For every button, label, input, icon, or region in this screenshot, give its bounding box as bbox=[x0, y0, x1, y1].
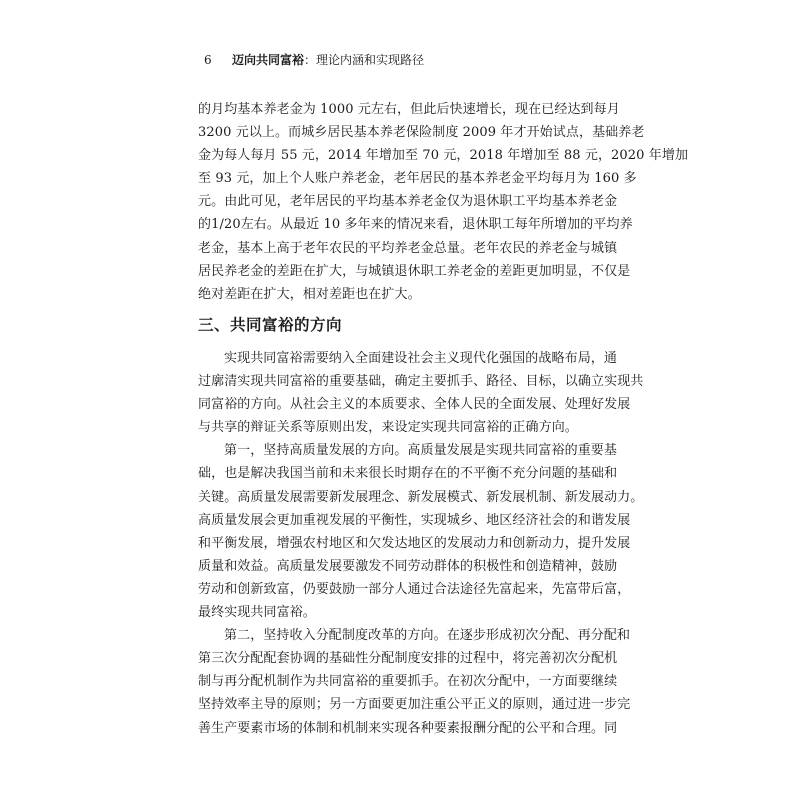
text-line: 金为每人每月 55 元，2014 年增加至 70 元，2018 年增加至 88 元，2020 年增加 bbox=[198, 148, 689, 164]
page-number: 6 bbox=[204, 53, 212, 67]
text-line: 第三次分配配套协调的基础性分配制度安排的过程中，将完善初次分配机 bbox=[198, 651, 618, 667]
text-line: 高质量发展会更加重视发展的平衡性，实现城乡、地区经济社会的和谐发展 bbox=[198, 512, 631, 528]
book-subtitle: ：理论内涵和实现路径 bbox=[304, 53, 425, 67]
text-line: 和平衡发展，增强农村地区和欠发达地区的发展动力和创新动力，提升发展 bbox=[198, 535, 631, 551]
text-line: 居民养老金的差距在扩大，与城镇退休职工养老金的差距更加明显，不仅是 bbox=[198, 263, 631, 279]
text-line: 善生产要素市场的体制和机制来实现各种要素报酬分配的公平和合理。同 bbox=[198, 720, 618, 736]
text-line: 坚持效率主导的原则；另一方面要更加注重公平正义的原则，通过进一步完 bbox=[198, 697, 631, 713]
text-line: 元。由此可见，老年居民的平均基本养老金仅为退休职工平均基本养老金 bbox=[198, 194, 618, 210]
paragraph-first-line: 第一，坚持高质量发展的方向。高质量发展是实现共同富裕的重要基 bbox=[224, 443, 618, 459]
text-line: 最终实现共同富裕。 bbox=[198, 605, 316, 621]
paragraph-first-line: 第二，坚持收入分配制度改革的方向。在逐步形成初次分配、再分配和 bbox=[224, 628, 631, 644]
text-line: 关键。高质量发展需要新发展理念、新发展模式、新发展机制、新发展动力。 bbox=[198, 489, 644, 505]
text-line: 老金，基本上高于老年农民的平均养老金总量。老年农民的养老金与城镇 bbox=[198, 240, 618, 256]
text-line: 过廓清实现共同富裕的重要基础，确定主要抓手、路径、目标，以确立实现共 bbox=[198, 374, 644, 390]
section-heading: 三、共同富裕的方向 bbox=[198, 316, 343, 334]
text-line: 绝对差距在扩大，相对差距也在扩大。 bbox=[198, 286, 421, 302]
text-line: 的1/20左右。从最近 10 多年来的情况来看，退休职工每年所增加的平均养 bbox=[198, 217, 633, 233]
text-line: 制与再分配机制作为共同富裕的重要抓手。在初次分配中，一方面要继续 bbox=[198, 674, 618, 690]
text-line: 3200 元以上。而城乡居民基本养老保险制度 2009 年才开始试点，基础养老 bbox=[198, 125, 645, 141]
running-header bbox=[204, 53, 424, 67]
text-line: 至 93 元，加上个人账户养老金，老年居民的基本养老金平均每月为 160 多 bbox=[198, 171, 637, 187]
paragraph-pension-gap bbox=[198, 98, 689, 306]
text-line: 劳动和创新致富，仍要鼓励一部分人通过合法途径先富起来，先富带后富， bbox=[198, 581, 631, 597]
text-line: 质量和效益。高质量发展要激发不同劳动群体的积极性和创造精神，鼓励 bbox=[198, 558, 618, 574]
text-line: 与共享的辩证关系等原则出发，来设定实现共同富裕的正确方向。 bbox=[198, 420, 578, 436]
text-line: 础，也是解决我国当前和未来很长时期存在的不平衡不充分问题的基础和 bbox=[198, 466, 618, 482]
paragraph-first-line: 实现共同富裕需要纳入全面建设社会主义现代化强国的战略布局，通 bbox=[224, 351, 618, 366]
text-line: 同富裕的方向。从社会主义的本质要求、全体人民的全面发展、处理好发展 bbox=[198, 397, 631, 413]
text-line: 的月均基本养老金为 1000 元左右，但此后快速增长，现在已经达到每月 bbox=[198, 102, 620, 117]
book-title: 迈向共同富裕 bbox=[232, 53, 305, 67]
section-body bbox=[198, 347, 644, 740]
